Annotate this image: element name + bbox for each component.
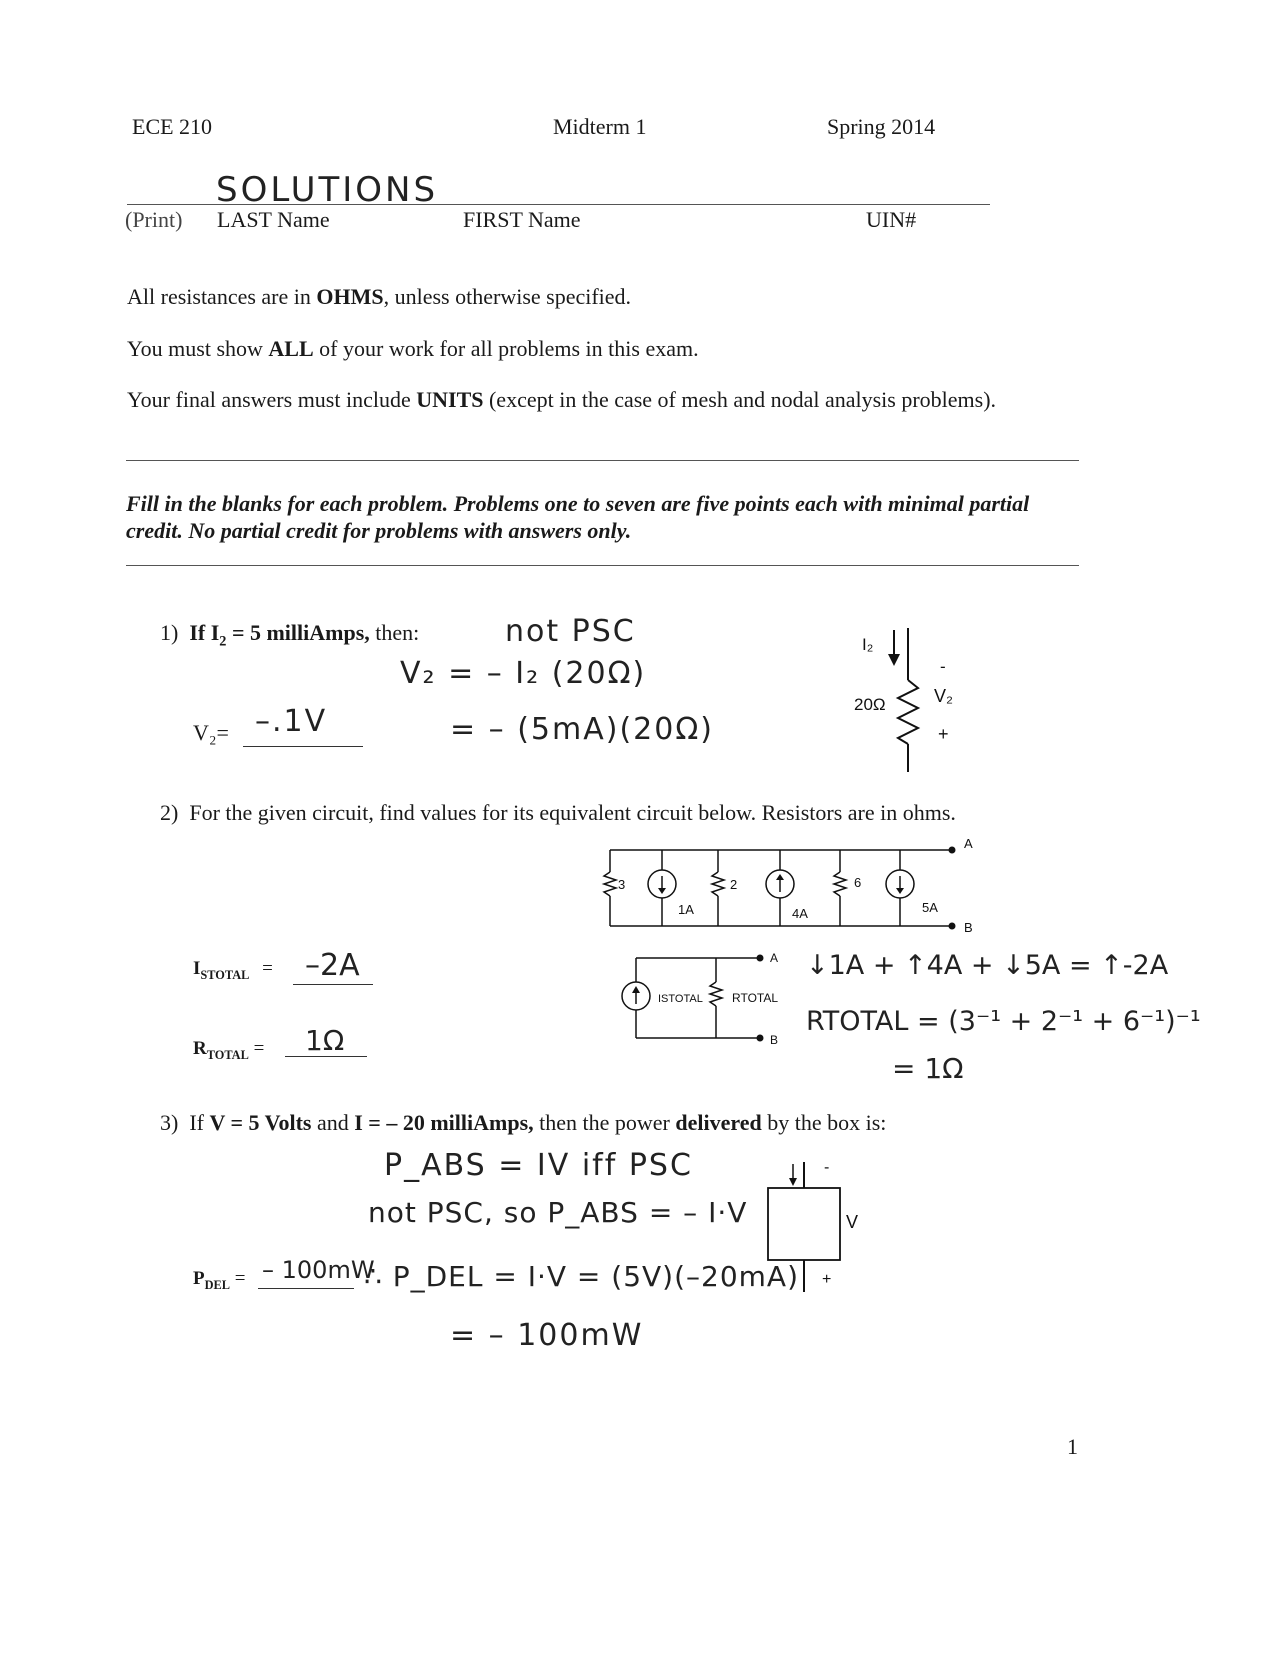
problem2-work-2: RTOTAL = (3⁻¹ + 2⁻¹ + 6⁻¹)⁻¹ bbox=[806, 1006, 1201, 1037]
node-b bbox=[949, 923, 956, 930]
problem3-box-diagram bbox=[760, 1158, 880, 1318]
problem1-answer: –.1V bbox=[255, 704, 328, 739]
first-name-label: FIRST Name bbox=[463, 207, 581, 232]
rtotal-label: $R_{TOTAL}$ = bbox=[193, 1038, 265, 1062]
problem3-work-4: = – 100mW bbox=[450, 1318, 644, 1353]
fill-in-instructions-2: credit. No partial credit for problems with answers only. bbox=[126, 518, 632, 543]
node-a bbox=[949, 847, 956, 854]
problem3-work-1: P_ABS = IV iff PSC bbox=[384, 1148, 693, 1183]
divider-bottom bbox=[126, 565, 1079, 566]
s3-label: 5A bbox=[922, 900, 938, 915]
exam-title: Midterm 1 bbox=[553, 114, 647, 139]
problem2-prompt: 2) For the given circuit, find values for its equivalent circuit below. Resistors are in ohms. bbox=[160, 800, 956, 825]
eq-node-a-label: A bbox=[770, 951, 779, 965]
rtotal-answer: 1Ω bbox=[305, 1024, 345, 1057]
problem1-work-1: not PSC bbox=[505, 614, 636, 649]
exam-term: Spring 2014 bbox=[827, 114, 936, 139]
s2-label: 4A bbox=[792, 906, 808, 921]
problem1-work-3: = – (5mA)(20Ω) bbox=[450, 712, 714, 747]
problem3-work-3: ∴ P_DEL = I·V = (5V)(–20mA) bbox=[364, 1260, 800, 1293]
page-number: 1 bbox=[1067, 1434, 1078, 1459]
problem2-work-3: = 1Ω bbox=[892, 1052, 964, 1085]
problem1-prompt: 1) If $I_2 = 5$ milliAmps, then: bbox=[160, 620, 420, 650]
minus-sign: - bbox=[940, 657, 946, 676]
s1-label: 1A bbox=[678, 902, 694, 917]
problem2-given-circuit bbox=[600, 836, 1000, 940]
pdel-answer: – 100mW bbox=[262, 1256, 375, 1284]
r2-label: 2 bbox=[730, 877, 738, 892]
down-arrow-icon bbox=[658, 888, 666, 894]
uin-label: UIN# bbox=[866, 207, 917, 232]
problem1-work-2: V₂ = – I₂ (20Ω) bbox=[400, 656, 647, 691]
problem3-prompt: 3) If V = 5 Volts and I = – 20 milliAmps, then the power delivered by the box is: bbox=[160, 1110, 887, 1135]
eq-node-b-label: B bbox=[770, 1033, 779, 1047]
pdel-label: $P_{DEL}$ = bbox=[193, 1268, 246, 1292]
current-arrow-head bbox=[888, 654, 900, 666]
plus-sign: + bbox=[822, 1271, 832, 1288]
fill-in-instructions-1: Fill in the blanks for each problem. Problems one to seven are five points each with minimal partial bbox=[126, 491, 1030, 516]
down-arrow-icon bbox=[896, 888, 904, 894]
instruction-2: You must show ALL of your work for all problems in this exam. bbox=[127, 336, 699, 361]
r3-label: 6 bbox=[854, 875, 862, 890]
istotal-label: $I_{STOTAL}$ = bbox=[193, 958, 273, 982]
r1-label: 3 bbox=[618, 877, 626, 892]
problem2-work-1: ↓1A + ↑4A + ↓5A = ↑-2A bbox=[806, 950, 1169, 981]
name-line bbox=[127, 204, 990, 205]
eq-source-label: ISTOTAL bbox=[658, 993, 703, 1005]
up-arrow-icon bbox=[776, 874, 784, 880]
eq-resistor-label: RTOTAL bbox=[732, 991, 779, 1005]
resistor-label: 20Ω bbox=[854, 695, 886, 714]
problem1-answer-label: V₂= bbox=[193, 720, 229, 745]
node-a-label: A bbox=[964, 836, 973, 851]
istotal-answer: –2A bbox=[305, 948, 360, 983]
problem2-equivalent-circuit bbox=[620, 948, 800, 1058]
plus-sign: + bbox=[938, 724, 949, 744]
node-b-label: B bbox=[964, 920, 973, 935]
minus-sign: - bbox=[824, 1159, 830, 1176]
print-label: (Print) bbox=[125, 207, 183, 232]
down-arrow-icon bbox=[789, 1178, 797, 1186]
problem3-work-2: not PSC, so P_ABS = – I·V bbox=[368, 1196, 748, 1229]
instruction-3: Your final answers must include UNITS (except in the case of mesh and nodal analysis problems). bbox=[127, 387, 997, 412]
voltage-label: V₂ bbox=[934, 686, 953, 706]
handwritten-name: SOLUTIONS bbox=[216, 170, 439, 210]
divider-top bbox=[126, 460, 1079, 461]
last-name-label: LAST Name bbox=[217, 207, 330, 232]
instruction-1: All resistances are in OHMS, unless otherwise specified. bbox=[127, 284, 632, 309]
voltage-label: V bbox=[846, 1212, 859, 1232]
course-title: ECE 210 bbox=[132, 114, 213, 139]
current-label: I₂ bbox=[862, 635, 874, 654]
up-arrow-icon bbox=[632, 986, 640, 993]
problem1-resistor-diagram bbox=[840, 620, 980, 780]
black-box bbox=[768, 1188, 840, 1260]
